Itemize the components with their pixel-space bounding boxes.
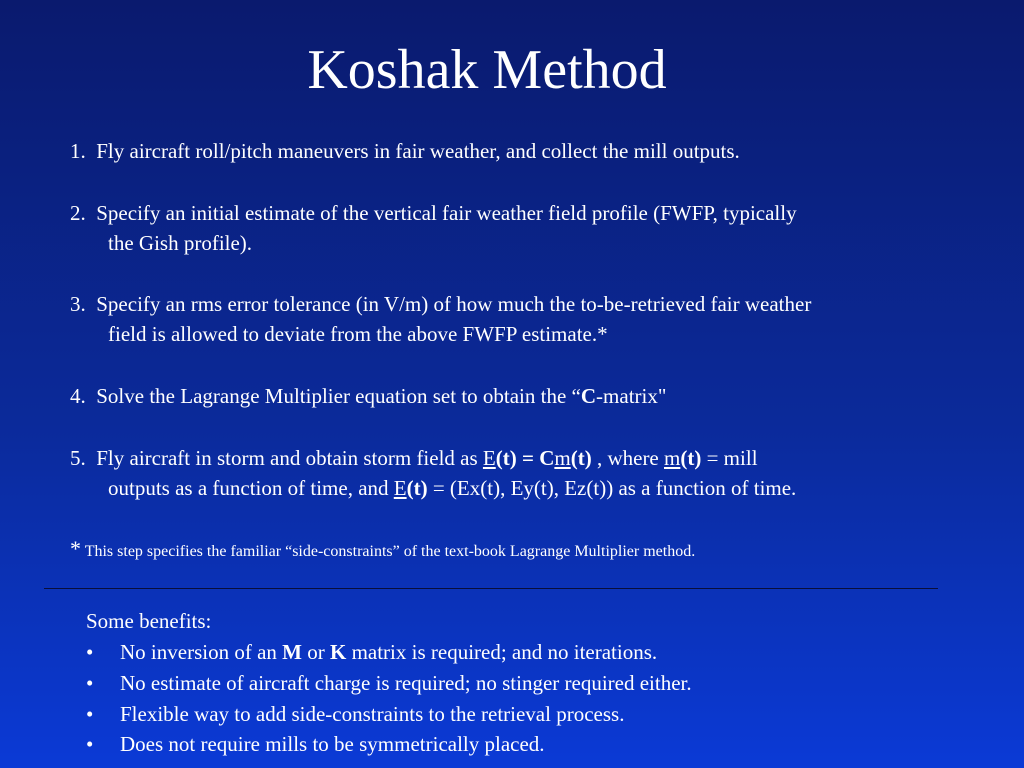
step-2: 2. Specify an initial estimate of the vertical fair weather field profile (FWFP, typically — [70, 201, 797, 225]
benefit-item: • No inversion of an M or K matrix is required; and no iterations. — [86, 640, 658, 664]
step-3-continuation: field is allowed to deviate from the above FWFP estimate.* — [108, 322, 608, 346]
step-3: 3. Specify an rms error tolerance (in V/m) of how much the to-be-retrieved fair weather — [70, 292, 812, 316]
benefit-item: • Flexible way to add side-constraints to the retrieval process. — [86, 702, 625, 726]
benefit-item: • No estimate of aircraft charge is required; no stinger required either. — [86, 671, 692, 695]
step-5-continuation: outputs as a function of time, and E(t) = (Ex(t), Ey(t), Ez(t)) as a function of time. — [108, 476, 797, 500]
divider — [44, 588, 938, 589]
benefits-heading: Some benefits: — [86, 609, 212, 633]
footnote: * This step specifies the familiar “side-constraints” of the text-book Lagrange Multiplier method. — [70, 536, 696, 561]
slide-title: Koshak Method — [307, 39, 667, 101]
step-2-continuation: the Gish profile). — [108, 231, 253, 255]
step-5: 5. Fly aircraft in storm and obtain storm field as E(t) = Cm(t) , where m(t) = mill — [70, 446, 758, 470]
step-1: 1. Fly aircraft roll/pitch maneuvers in fair weather, and collect the mill outputs. — [70, 139, 740, 163]
benefit-item: • Does not require mills to be symmetrically placed. — [86, 732, 545, 756]
step-4: 4. Solve the Lagrange Multiplier equation set to obtain the “C-matrix" — [70, 384, 667, 408]
